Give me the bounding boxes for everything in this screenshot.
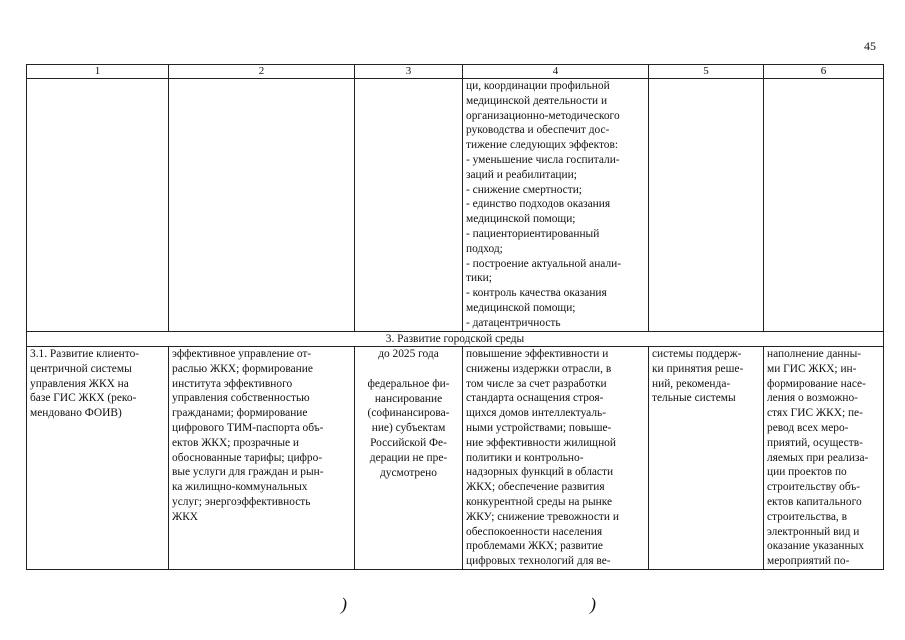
document-table — [26, 64, 884, 570]
text-line: мероприятий по- — [767, 555, 850, 568]
technologies-cell — [649, 347, 764, 570]
text-line: медицинской помощи; — [466, 301, 576, 314]
text-line: строительства, в — [767, 510, 847, 523]
text-line: электронный вид и — [767, 525, 860, 538]
text-line: надзорных функций в области — [466, 466, 614, 479]
text-line: ки принятия реше- — [652, 362, 744, 375]
text-line: Российской Фе- — [370, 436, 447, 449]
text-line: щихся домов интеллектуаль- — [466, 407, 607, 420]
text-line: ЖКУ; снижение тревожности и — [466, 510, 619, 523]
text-line: руководства и обеспечит дос- — [466, 124, 610, 137]
deadline-funding-cell — [355, 347, 463, 570]
cell-empty — [169, 79, 355, 332]
text-line: приятий, осуществ- — [767, 436, 863, 449]
text-line: ными устройствами; повыше- — [466, 421, 612, 434]
column-header-row — [27, 65, 884, 79]
cell-empty — [355, 79, 463, 332]
text-line: ци, координации профильной — [466, 80, 610, 92]
text-line: ЖКХ — [172, 510, 199, 523]
text-line: том числе за счет разработки — [466, 377, 607, 390]
text-line: тики; — [466, 272, 492, 285]
text-line: обеспокоенности населения — [466, 525, 603, 538]
text-line: - пациенториентированный — [466, 227, 600, 240]
text-line: организационно-методического — [466, 109, 620, 122]
text-line: оказание указанных — [767, 540, 864, 553]
text-line: дусмотрено — [380, 466, 437, 479]
text-line: ЖКХ; обеспечение развития — [466, 481, 605, 494]
text-line: ектов ЖКХ; прозрачные и — [172, 436, 299, 449]
text-line: формирование насе- — [767, 377, 866, 390]
column-header-3: 3 — [355, 65, 463, 79]
text-line: - единство подходов оказания — [466, 198, 611, 211]
text-line: тельные системы — [652, 392, 736, 405]
text-line: раслью ЖКХ; формирование — [172, 362, 313, 375]
text-line: проблемами ЖКХ; развитие — [466, 540, 603, 553]
text-line: мендовано ФОИВ) — [30, 407, 122, 420]
column-header-1: 1 — [27, 65, 169, 79]
cell-empty — [649, 79, 764, 332]
text-line: повышение эффективности и — [466, 348, 609, 360]
measures-cell — [764, 347, 884, 570]
text-line: ревод всех меро- — [767, 421, 849, 434]
text-line: - датацентричность — [466, 316, 561, 329]
continuation-effects-cell — [463, 79, 649, 332]
text-line: цифровых технологий для ве- — [466, 555, 611, 568]
text-line: обоснованные тарифы; цифро- — [172, 451, 323, 464]
text-line: (софинансирова- — [367, 407, 450, 420]
text-line: снижены издержки отрасли, в — [466, 362, 612, 375]
text-line: ции проектов по — [767, 466, 847, 479]
column-header-4: 4 — [463, 65, 649, 79]
text-line: нансирование — [374, 392, 443, 405]
section-title: 3. Развитие городской среды — [27, 332, 884, 347]
funding-text — [358, 377, 459, 481]
text-line: цифрового ТИМ-паспорта объ- — [172, 421, 324, 434]
text-line: управления собственностью — [172, 392, 310, 405]
text-line: 3.1. Развитие клиенто- — [30, 348, 140, 360]
text-line: ние) субъектам — [371, 422, 446, 435]
effects-cell — [463, 347, 649, 570]
text-line: подход; — [466, 242, 503, 255]
text-line: ний, рекоменда- — [652, 377, 731, 390]
cell-empty — [27, 79, 169, 332]
text-line: - контроль качества оказания — [466, 287, 607, 300]
text-line: института эффективного — [172, 377, 293, 390]
text-line: центричной системы — [30, 362, 132, 375]
column-header-5: 5 — [649, 65, 764, 79]
text-line: - уменьшение числа госпитали- — [466, 153, 620, 166]
text-line: системы поддерж- — [652, 348, 742, 360]
text-line: - построение актуальной анали- — [466, 257, 622, 270]
text-line: заций и реабилитации; — [466, 168, 577, 181]
text-line: стях ГИС ЖКХ; пе- — [767, 407, 863, 420]
text-line: услуг; энергоэффективность — [172, 495, 311, 508]
text-line: ектов капитального — [767, 495, 862, 508]
text-line: конкурентной среды на рынке — [466, 495, 613, 508]
text-line: федеральное фи- — [367, 377, 450, 390]
pen-mark: ) — [341, 594, 347, 614]
pen-mark: ) — [590, 594, 596, 614]
column-header-6: 6 — [764, 65, 884, 79]
column-header-2: 2 — [169, 65, 355, 79]
table-row — [27, 347, 884, 570]
text-line: стандарта оснащения строя- — [466, 392, 604, 405]
goals-cell — [169, 347, 355, 570]
text-line: ления о возможно- — [767, 392, 858, 405]
text-line: медицинской деятельности и — [466, 94, 608, 107]
cell-empty — [764, 79, 884, 332]
text-line: наполнение данны- — [767, 348, 862, 360]
text-line: дерации не пре- — [369, 451, 448, 464]
text-line: управления ЖКХ на — [30, 377, 129, 390]
text-line: вые услуги для граждан и рын- — [172, 466, 324, 479]
text-line: - снижение смертности; — [466, 183, 582, 196]
text-line: строительству объ- — [767, 481, 861, 494]
text-line: ние эффективности жилищной — [466, 436, 616, 449]
section-row — [27, 332, 884, 347]
text-line: эффективное управление от- — [172, 348, 312, 360]
text-line: гражданами; формирование — [172, 407, 308, 420]
initiative-name-cell — [27, 347, 169, 570]
deadline-text: до 2025 года — [378, 348, 439, 360]
text-line: ляемых при реализа- — [767, 451, 869, 464]
text-line: базе ГИС ЖКХ (реко- — [30, 392, 137, 405]
text-line: ка жилищно-коммунальных — [172, 481, 308, 494]
page-number: 45 — [864, 39, 876, 53]
text-line: ми ГИС ЖКХ; ин- — [767, 362, 857, 375]
text-line: тижение следующих эффектов: — [466, 139, 619, 152]
text-line: медицинской помощи; — [466, 213, 576, 226]
continuation-row — [27, 79, 884, 332]
text-line: политики и контрольно- — [466, 451, 584, 464]
